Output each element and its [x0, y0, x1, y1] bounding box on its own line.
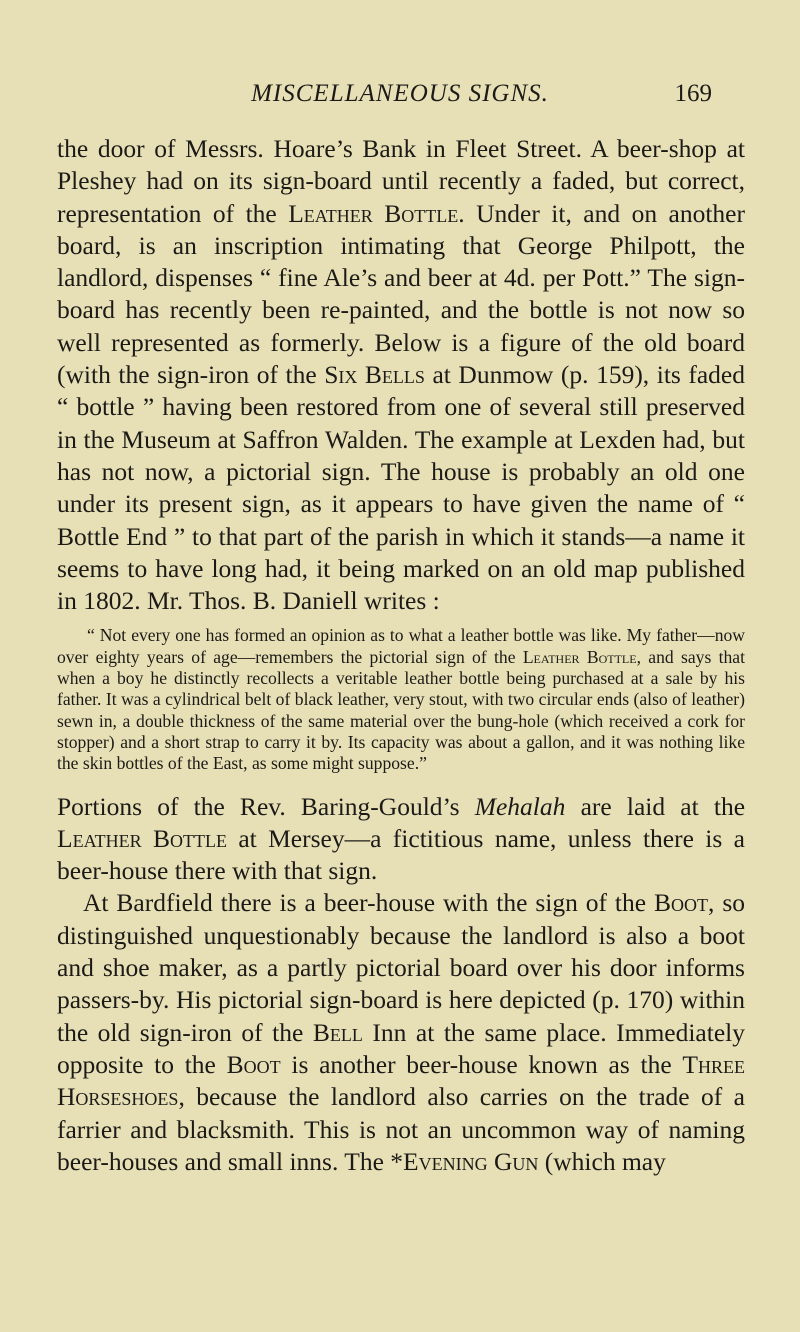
book-title-mehalah: Mehalah [474, 791, 566, 821]
paragraph-bardfield [57, 887, 745, 1178]
text-span: At Bardfield there is a beer-house with the sign of the [83, 888, 654, 918]
sign-name-boot: Boot [226, 1049, 281, 1079]
body-text [57, 133, 745, 1178]
sign-name-evening-gun: Evening Gun [403, 1146, 539, 1176]
text-span: at Mersey—a fictitious name, unless there is a beer-house there with that sign. [57, 823, 745, 886]
text-span: , and says that when a boy he distinctly recollects a veritable leather bottle being purchased at a sale by his father. It was a cylindrical belt of black leather, very stout, with two circular ends (also of leather) sewn in, a double thickness of the same material over the bung-hole (which received a cork for stopper) and a short strap to carry it by. Its capacity was about a gallon, and it was nothing like the skin bottles of the East, as some might suppose.” [57, 646, 745, 774]
quotation-daniell [57, 625, 745, 774]
text-span: is another beer-house known as the [280, 1049, 683, 1079]
text-span: , so distinguished unquestionably because the landlord is also a boot and shoe maker, as a partly pictorial board over his door informs passers-by. His pictorial sign-board is here depicted (p. 170) within the old sign-iron of the [57, 888, 745, 1047]
text-span: are laid at the [565, 791, 746, 821]
sign-name-bell: Bell [312, 1017, 363, 1047]
sign-name-boot: Boot [654, 888, 709, 918]
sign-name-leather-bottle: Leather Bottle [522, 646, 637, 667]
running-head-title: MISCELLANEOUS SIGNS. [251, 80, 549, 107]
text-span: “ Not every one has formed an opinion as to what a leather bottle was like. My father—now over eighty years of age—remembers the pictorial sign of the [57, 625, 745, 667]
text-span: Portions of the Rev. Baring-Gould’s [57, 791, 475, 821]
text-span: at Dunmow (p. 159), its faded “ bottle ” having been restored from one of several still preserved in the Museum at Saffron Walden. The example at Lexden had, but has not now, a pictorial sign. The house is probably an old one under its present sign, as it appears to have given the name of “ Bottle End ” to that part of the parish in which it stands—a name it seems to have long had, it being marked on an old map published in 1802. Mr. Thos. B. Daniell writes : [57, 360, 745, 616]
footnote-marker: * [390, 1146, 404, 1176]
text-span: , because the landlord also carries on the trade of a farrier and blacksmith. This is not an uncommon way of naming beer-houses and small inns. The [57, 1082, 745, 1176]
paragraph-mehalah [57, 791, 745, 888]
paragraph-leather-bottle [57, 133, 745, 617]
page-number: 169 [674, 80, 712, 107]
sign-name-six-bells: Six Bells [324, 360, 425, 390]
running-head [0, 80, 800, 120]
sign-name-three-horseshoes: Three Horseshoes [57, 1049, 745, 1112]
text-span: Inn at the same place. Immediately opposite to the [57, 1017, 745, 1079]
text-span: . Under it, and on another board, is an inscription intimating that George Philpott, the landlord, dispenses “ fine Ale’s and beer at 4d. per Pott.” The sign-board has recently been re-painted, and the bottle is not now so well represented as formerly. Below is a figure of the old board (with the sign-iron of the [57, 198, 745, 390]
sign-name-leather-bottle: Leather Bottle [288, 198, 459, 228]
text-span: (which may [538, 1146, 666, 1176]
text-span: the door of Messrs. Hoare’s Bank in Fleet Street. A beer-shop at Pleshey had on its sign-board until recently a faded, but correct, representation of the [57, 134, 745, 228]
sign-name-leather-bottle: Leather Bottle [57, 823, 227, 853]
